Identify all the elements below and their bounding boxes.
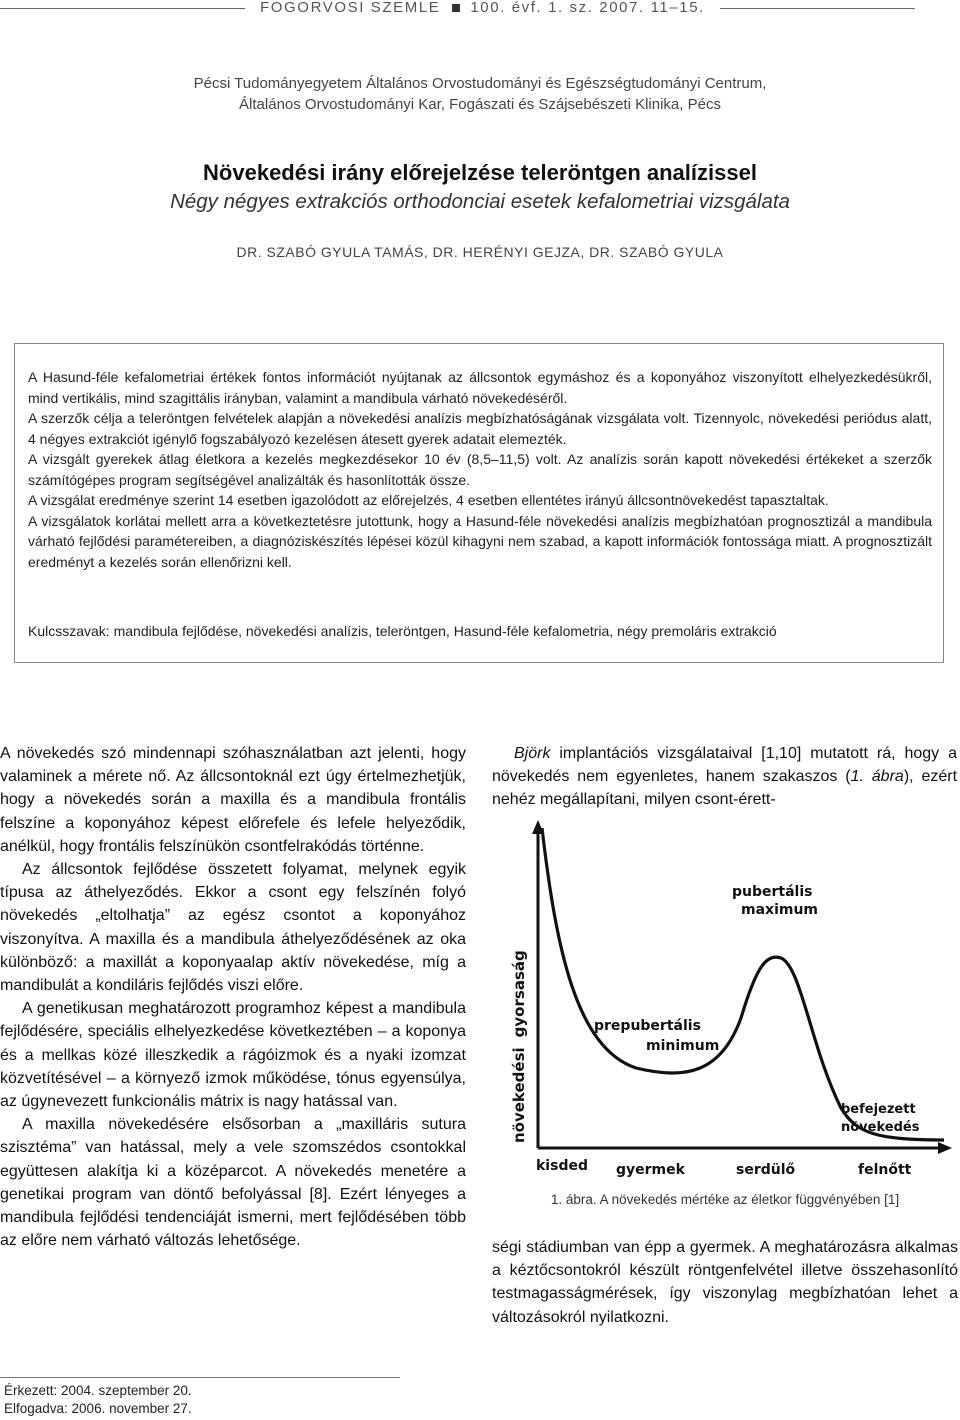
article-subtitle: Négy négyes extrakciós orthodonciai esetek kefalometriai vizsgálata bbox=[170, 190, 790, 213]
body-paragraph bbox=[492, 742, 957, 812]
journal-header bbox=[0, 0, 960, 20]
growth-curve bbox=[542, 828, 944, 1140]
body-paragraph: ségi stádiumban van épp a gyermek. A meghatározásra alkalmas a kéztőcsontokról készült röntgenfelvétel illetve összehasonlító testmagasságmérések, így viszonylag megbízhatóan lehet a változásokról nyilatkozni. bbox=[492, 1239, 958, 1326]
end-label-line-1: befejezett bbox=[841, 1102, 916, 1117]
body-paragraph: Az állcsontok fejlődése összetett folyamat, melynek egyik típusa az áthelyeződés. Ekkor a csont egy felszínén folyó növekedés „eltolhatja” az egész csontot a koponyához viszonyítva. A maxilla és a mandibula áthelyeződésének az oka különböző: a maxillát a koponyaalap aktív növekedése, míg a mandibulát a kondiláris fejlődés viszi előre. bbox=[0, 861, 466, 995]
accepted-date: Elfogadva: 2006. november 27. bbox=[4, 1401, 192, 1416]
body-text: implantációs vizsgálataival [1,10] mutatott rá, hogy a növekedés nem egyenletes, hanem szakaszos ( bbox=[492, 745, 957, 786]
body-paragraph: A maxilla növekedésére elsősorban a „maxilláris sutura szisztéma” van hatással, mely a vele szomszédos csontokkal együttesen alakítja ki a középarcot. A növekedés menetére a genetikai program van döntő befolyással [8]. Ezért lényeges a mandibula fejlődési tendenciáját ismerni, mert fejlődésében több az előre nem várható változás lehetősége. bbox=[0, 1116, 466, 1250]
x-label-gyermek: gyermek bbox=[616, 1162, 685, 1178]
header-rule-right bbox=[720, 8, 915, 9]
body-left-column bbox=[0, 742, 466, 1252]
body-paragraph: A növekedés szó mindennapi szóhasználatban azt jelenti, hogy valaminek a mérete nő. Az állcsontoknál ezt úgy értelmezhetjük, hogy a növekedés során a maxilla és a mandibula frontális felszíne a koponyához képest előrefele és lefele helyeződik, anélkül, hogy frontális felszínükön csontfelrakódás történne. bbox=[0, 745, 466, 855]
peak-label-line-2: maximum bbox=[741, 902, 819, 918]
affiliation-line-1: Pécsi Tudományegyetem Általános Orvostudományi és Egészségtudományi Centrum, bbox=[193, 75, 767, 92]
affiliation-line-2: Általános Orvostudományi Kar, Fogászati és Szájsebészeti Klinika, Pécs bbox=[239, 96, 721, 113]
journal-name: FOGORVOSI SZEMLE bbox=[260, 0, 441, 16]
article-title: Növekedési irány előrejelzése teleröntgen analízissel bbox=[203, 160, 757, 185]
abstract-paragraph: A vizsgálatok korlátai mellett arra a következtetésre jutottunk, hogy a Hasund-féle növekedési analízis megbízhatóan prognosztizál a mandibula várható fejlődési paramétereiben, a diagnóziskészítés lépései közül kihagyni nem szabad, a kapott információk fontossága miatt. A prognosztizált eredményt a kezelés során ellenőrizni kell. bbox=[28, 512, 932, 570]
abstract-paragraph: A vizsgált gyerekek átlag életkora a kezelés megkezdésekor 10 év (8,5–11,5) volt. Az analízis során kapott növekedési értékeket a szerzők számítógépes program segítségével analizálták és hasonlították össze. bbox=[28, 451, 932, 488]
received-date: Érkezett: 2004. szeptember 20. bbox=[4, 1383, 192, 1398]
peak-label-line-1: pubertális bbox=[732, 884, 813, 900]
footer-rule bbox=[0, 1377, 400, 1378]
body-text: ), ezért nehéz megállapítani, milyen csont-érett- bbox=[492, 768, 958, 809]
y-axis-label: növekedésigyorsaság bbox=[510, 950, 528, 1143]
keywords: Kulcsszavak: mandibula fejlődése, növekedési analízis, teleröntgen, Hasund-féle kefalometria, négy premoláris extrakció bbox=[28, 623, 777, 639]
body-right-column-top bbox=[492, 742, 957, 812]
square-bullet-icon bbox=[452, 4, 460, 12]
figure-reference: 1. ábra bbox=[850, 768, 904, 786]
abstract-paragraph: A szerzők célja a teleröntgen felvételek alapján a növekedési analízis megbízhatóságának vizsgálata volt. Tizennyolc, növekedési periódus alatt, 4 négyes extrakciót igénylő fogszabályozó kezelésen átesett gyerek adatait elemezték. bbox=[28, 410, 932, 447]
minimum-label-line-2: minimum bbox=[646, 1038, 720, 1054]
growth-rate-figure bbox=[496, 818, 956, 1188]
header-rule-left bbox=[0, 8, 245, 9]
abstract-paragraph: A vizsgálat eredménye szerint 14 esetben igazolódott az előrejelzés, 4 esetben ellentétes irányú állcsontnövekedést tapasztaltak. bbox=[28, 492, 829, 508]
abstract-paragraph: A Hasund-féle kefalometriai értékek fontos információt nyújtanak az állcsontok egymáshoz és a koponyához viszonyított elhelyezkedésükről, mind vertikális, mind szagittális irányban, valamint a mandibula várható növekedéséről. bbox=[28, 369, 932, 406]
body-paragraph: A genetikusan meghatározott programhoz képest a mandibula fejlődésére, speciális elhelyezkedése következtében – a koponya és a mellkas közé illeszkedik a rágóizmok és a nyaki izomzat közvetítésével – a környező izmok működése, tónus egyensúlya, az úgynevezett funkcionális mátrix is nagy hatással van. bbox=[0, 1000, 466, 1111]
journal-title bbox=[260, 0, 705, 16]
end-label-line-2: növekedés bbox=[841, 1120, 920, 1135]
x-axis-arrow-icon bbox=[938, 1142, 952, 1154]
journal-issue: 100. évf. 1. sz. 2007. 11–15. bbox=[470, 0, 705, 16]
body-right-column-bottom bbox=[492, 1236, 958, 1329]
x-label-kisded: kisded bbox=[536, 1158, 588, 1174]
minimum-label-line-1: prepubertális bbox=[594, 1018, 701, 1034]
author-reference: Björk bbox=[514, 745, 551, 762]
abstract bbox=[28, 367, 932, 572]
x-label-serdulo: serdülő bbox=[736, 1162, 796, 1178]
x-label-felnott: felnőtt bbox=[858, 1162, 912, 1178]
figure-caption: 1. ábra. A növekedés mértéke az életkor függvényében [1] bbox=[550, 1192, 900, 1207]
article-authors: DR. SZABÓ GYULA TAMÁS, DR. HERÉNYI GEJZA, DR. SZABÓ GYULA bbox=[236, 244, 724, 260]
